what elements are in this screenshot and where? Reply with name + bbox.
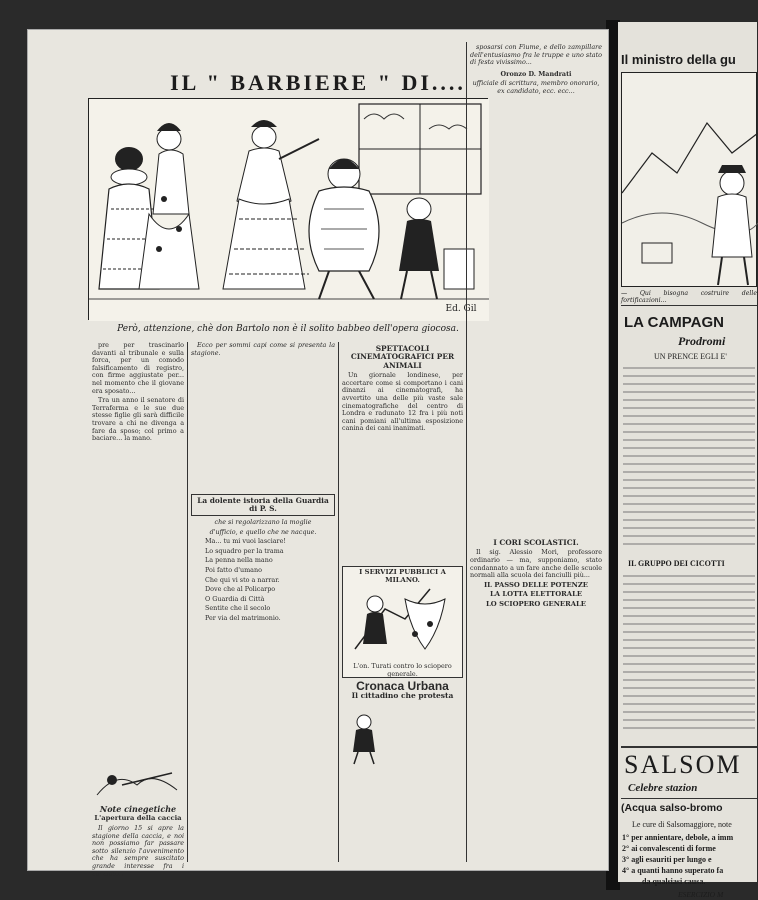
campagna-title: LA CAMPAGN (624, 314, 724, 331)
guard-story (191, 519, 335, 859)
section-rule (621, 305, 757, 306)
note-title: Note cinegetiche (99, 804, 177, 814)
lotta-title: LA LOTTA ELETTORALE (489, 590, 583, 599)
section-rule (621, 746, 757, 748)
acqua-heading: (Acqua salso-bromo (621, 802, 723, 814)
campagna-subtitle: Prodromi (678, 334, 726, 348)
cicotti-body (621, 572, 757, 742)
poem-line: Che qui vi sto a narrar. (205, 575, 280, 584)
list-item: 2° ai convalescenti di forme (622, 844, 716, 853)
protester-illustration (344, 710, 384, 765)
paragraph: pre per trascinarlo davanti al tribunale e sulla forca, per un comodo falsificamento di registro, con firme aggiustate per... nel momento che il giovane era sposato... (92, 341, 184, 395)
poem-line: Poi fatto d'umano (205, 565, 262, 574)
column-rule (466, 42, 467, 862)
cronaca-header (342, 679, 463, 706)
campagna-body (621, 364, 757, 554)
paragraph: Un giornale londinese, per accertare come si comportano i cani dinanzi ai cinematografi, ha avvertito una delle più vaste sale cinematografiche del centro di Londra e radunato 12 fra i più noti cani pomiani all'ultima esposizione canina dei cani inanimati. (342, 371, 463, 433)
note-subtitle: L'apertura della caccia (94, 814, 182, 823)
milan-cartoon-title-wrap (345, 568, 460, 584)
prence-heading: UN PRENCE EGLI E' (654, 352, 727, 361)
article-column-4 (470, 44, 602, 534)
list-item: 3° agli esauriti per lungo e (622, 855, 712, 864)
note-cinegetiche (92, 802, 184, 878)
minister-cartoon (621, 72, 757, 287)
article-column-3 (342, 342, 463, 562)
list-item: 4° a quanti hanno superato fa (622, 866, 724, 875)
milan-caption-wrap (345, 662, 460, 678)
cicotti-heading: IL GRUPPO DEI CICOTTI (628, 559, 725, 568)
paragraph: Il sig. Alessio Mori, professore ordinario — ma, supponiamo, stato condannato a un fare anche delle scuole normali alla scuola dei fanciulli più... (470, 548, 602, 580)
list-item: 1° per annientare, debole, a imm (622, 833, 734, 842)
guard-story-header (191, 494, 335, 516)
paragraph: Tra un anno il senatore di Terraferma e le sue due stesse figlie gli sarà difficile trovare a chi ne divenga a fare da sposo; col primo a baciare... la mano. (92, 396, 184, 443)
sciopero-title: LO SCIOPERO GENERALE (486, 599, 586, 608)
signature-role: ufficiale di scrittura, membro onorario, ex candidato, ecc. ecc... (472, 79, 600, 95)
column-rule (338, 342, 339, 862)
cronaca-title: Cronaca Urbana (356, 679, 449, 693)
cinema-title: SPETTACOLI CINEMATOGRAFICI PER ANIMALI (350, 344, 455, 370)
article-column-1 (92, 342, 184, 762)
barber-cartoon (88, 98, 488, 320)
cori-title: I CORI SCOLASTICI. (493, 538, 579, 547)
article-column-4-lower (470, 536, 602, 866)
salsom-title: SALSOM (624, 750, 742, 779)
minister-cartoon-drawing (622, 73, 758, 288)
paragraph: sposarsi con Fiume, e dello zampillare dell'entusiasmo fra le truppe e uno stato di festa vivissimo... (470, 43, 602, 67)
poem-line: La penna nella mano (205, 556, 273, 565)
guard-subtitle-2: d'ufficio, e quello che ne nacque. (209, 527, 317, 536)
celebre-subtitle: Celebre stazion (628, 782, 698, 794)
cronaca-subtitle: Il cittadino che protesta (351, 691, 454, 701)
article-column-2 (191, 342, 335, 492)
column-rule (187, 342, 188, 862)
paragraph: Ecco per sommi capi come si presenta la stagione. (191, 341, 335, 357)
right-page-title: Il ministro della gu (621, 52, 736, 67)
cartoon-caption: Però, attenzione, chè don Bartolo non è il solito babbeo dell'opera giocosa. (117, 324, 459, 334)
potenze-title: IL PASSO DELLE POTENZE (484, 580, 588, 589)
poem-line: Per via del matrimonio. (205, 613, 281, 622)
poem-line: Ma... tu mi vuoi lasciare! (205, 537, 286, 546)
newspaper-page-left (28, 30, 608, 878)
newspaper-page-right (618, 22, 757, 899)
milan-cartoon (342, 566, 463, 678)
svg-text:Ed. Gil: Ed. Gil (445, 304, 477, 314)
milan-cartoon-caption: L'on. Turati contro lo sciopero generale. (353, 662, 452, 678)
note-text: Il giorno 15 si apre la stagione della caccia, e noi non possiamo far passare sotto silenzio l'avvenimento che ha sempre suscitato grande interesse fra i cacciatori... (92, 824, 184, 878)
minister-caption: — Qui bisogna costruire delle fortificazioni... (621, 290, 757, 305)
esercizio-line: ESERCIZIO M (678, 890, 724, 899)
cure-line: Le cure di Salsomaggiore, note (632, 820, 732, 829)
milan-cartoon-title: I SERVIZI PUBBLICI A MILANO. (359, 568, 446, 584)
milan-cartoon-drawing (345, 579, 460, 659)
signature-name: Oronzo D. Mandrati (500, 69, 572, 78)
poem-line: Lo squadro per la trama (205, 546, 284, 555)
guard-title: La dolente istoria della Guardia di P. S. (197, 496, 329, 514)
poem-line: O Guardia di Città (205, 594, 265, 603)
guard-subtitle: che si regolarizzano la moglie (214, 518, 312, 526)
list-item: da qualsiasi causa. (642, 877, 706, 886)
poem-line: Sentite che il secolo (205, 604, 271, 613)
poem-line: Dove che al Policarpo (205, 585, 276, 594)
hunting-illustration (92, 765, 184, 800)
barber-cartoon-drawing (89, 99, 489, 321)
section-rule (621, 798, 757, 799)
page-headline: IL " BARBIERE " DI.... (170, 70, 466, 95)
